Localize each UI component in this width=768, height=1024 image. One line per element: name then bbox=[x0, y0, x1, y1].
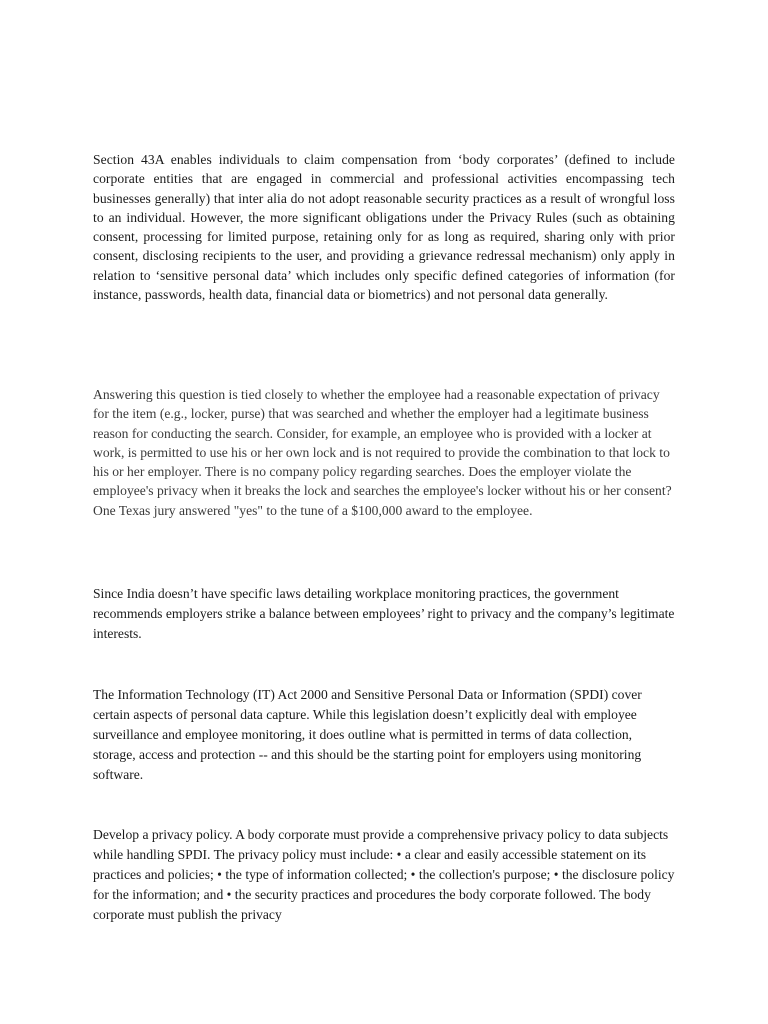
paragraph-section-43a: Section 43A enables individuals to claim compensation from ‘body corporates’ (defined to include corporate entities that are engaged in commercial and professional activities encompassing tech businesses generally) that inter alia do not adopt reasonable security practices as a result of wrongful loss to an individual. However, the more significant obligations under the Privacy Rules (such as obtaining consent, processing for limited purpose, retaining only for as long as required, sharing only with prior consent, disclosing recipients to the user, and providing a grievance redressal mechanism) only apply in relation to ‘sensitive personal data’ which includes only specific defined categories of information (for instance, passwords, health data, financial data or biometrics) and not personal data generally. bbox=[93, 152, 675, 303]
paragraph-privacy-policy: Develop a privacy policy. A body corporate must provide a comprehensive privacy policy to data subjects while handling SPDI. The privacy policy must include: • a clear and easily accessible statement on its practices and policies; • the type of information collected; • the collection's purpose; • the disclosure policy for the information; and • the security practices and procedures the body corporate followed. The body corporate must publish the privacy bbox=[93, 827, 675, 922]
paragraph-locker-search: Answering this question is tied closely to whether the employee had a reasonable expectation of privacy for the item (e.g., locker, purse) that was searched and whether the employer had a legitimate business reason for conducting the search. Consider, for example, an employee who is provided with a locker at work, is permitted to use his or her own lock and is not required to provide the combination to that lock to his or her employer. There is no company policy regarding searches. Does the employer violate the employee's privacy when it breaks the lock and searches the employee's locker without his or her consent? One Texas jury answered "yes" to the tune of a $100,000 award to the employee. bbox=[93, 387, 672, 518]
paragraph-india-monitoring: Since India doesn’t have specific laws detailing workplace monitoring practices, the government recommends employers strike a balance between employees’ right to privacy and the company’s legitimate interests. bbox=[93, 586, 675, 641]
paragraph-it-act: The Information Technology (IT) Act 2000 and Sensitive Personal Data or Information (SPDI) cover certain aspects of personal data capture. While this legislation doesn’t explicitly deal with employee surveillance and employee monitoring, it does outline what is permitted in terms of data collection, storage, access and protection -- and this should be the starting point for employers using monitoring software. bbox=[93, 687, 642, 782]
